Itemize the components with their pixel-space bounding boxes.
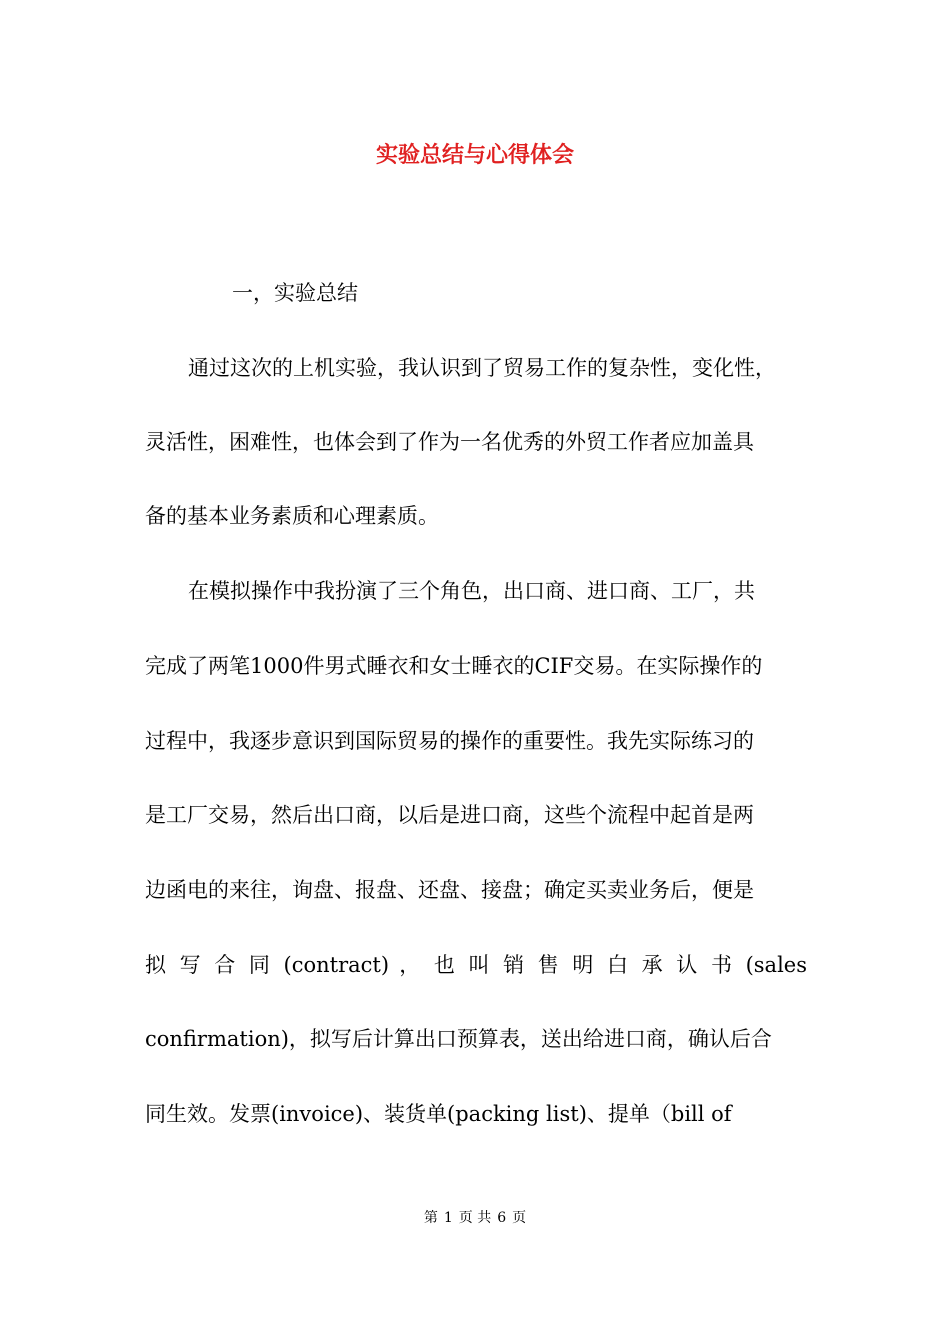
paragraph-line: 通过这次的上机实验，我认识到了贸易工作的复杂性，变化性， [188,356,776,380]
paragraph-line: 备的基本业务素质和心理素质。 [145,504,439,528]
footer-mid: 页 共 [458,1210,492,1226]
footer-suffix: 页 [512,1210,527,1226]
paragraph-line: 完成了两笔1000件男式睡衣和女士睡衣的CIF交易。在实际操作的 [145,654,763,678]
section-heading: 一，实验总结 [232,281,358,305]
paragraph-line: 过程中，我逐步意识到国际贸易的操作的重要性。我先实际练习的 [145,729,754,753]
footer-prefix: 第 [423,1210,438,1226]
paragraph-line: 是工厂交易，然后出口商，以后是进口商，这些个流程中起首是两 [145,803,754,827]
paragraph-line: 灵活性，困难性，也体会到了作为一名优秀的外贸工作者应加盖具 [145,430,754,454]
footer-total-pages: 6 [497,1210,507,1226]
paragraph-line: 同生效。发票(invoice)、装货单(packing list)、提单（bill of [145,1102,732,1126]
paragraph-line: 拟 写 合 同 (contract) ， 也 叫 销 售 明 白 承 认 书 (sales [145,953,807,977]
document-title: 实验总结与心得体会 [375,142,574,168]
paragraph-line: 在模拟操作中我扮演了三个角色，出口商、进口商、工厂，共 [188,579,755,603]
paragraph-line: confirmation)，拟写后计算出口预算表，送出给进口商，确认后合 [145,1027,772,1051]
footer-current-page: 1 [443,1210,453,1226]
page-number-footer [0,1207,950,1229]
paragraph-line: 边函电的来往，询盘、报盘、还盘、接盘；确定买卖业务后，便是 [145,878,754,902]
